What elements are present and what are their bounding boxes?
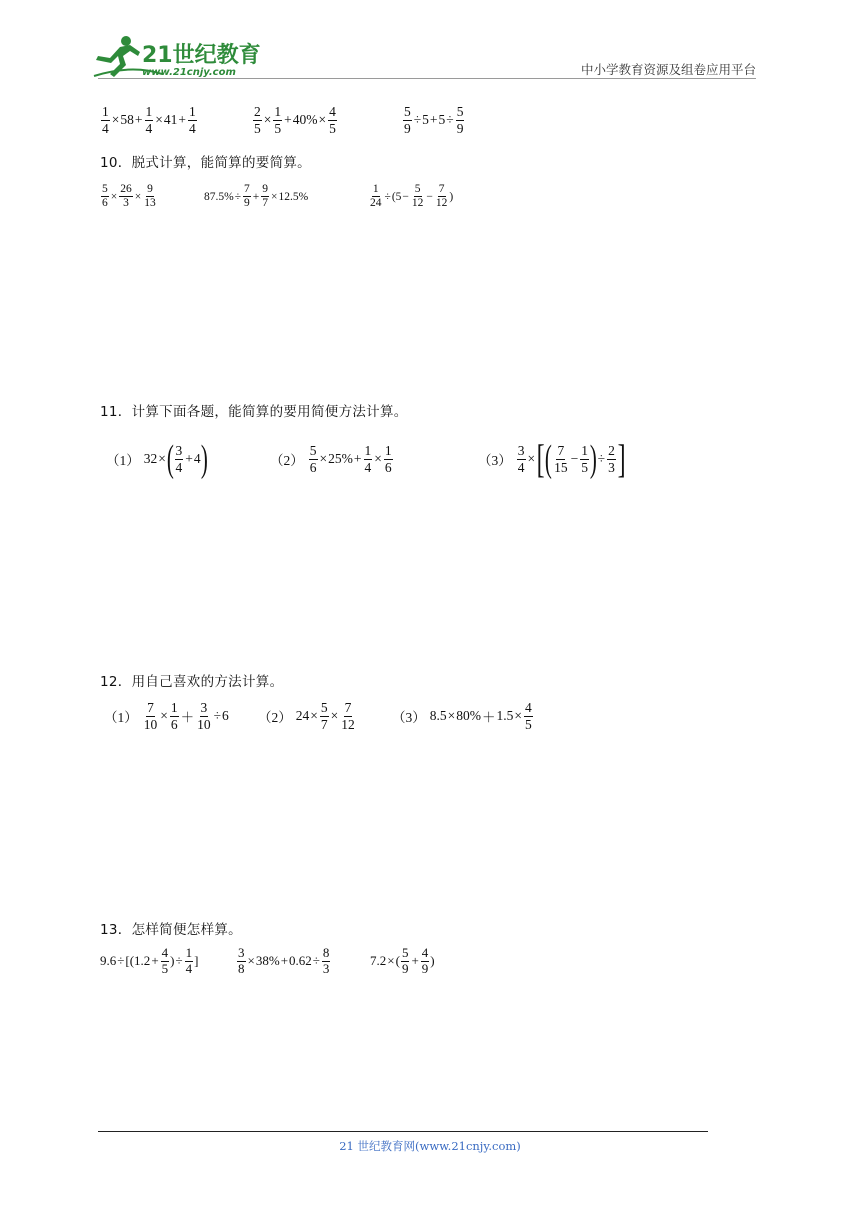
q10-expr-3: $\frac{1}{24}$ ÷ (5 − $\frac{5}{12}$ − $\frac{7}{12}$ ) [370, 183, 454, 210]
q12-expr-3: （3） 8.5 × 80% ＋ 1.5 × $\frac{4}{5}$ [392, 700, 532, 732]
q10-expr-1: $\frac{5}{6}$ × $\frac{26}{3}$ × $\frac{9}{13}$ [102, 183, 156, 210]
carry-expr-3: $\frac{5}{9}$ ÷ 5 + 5 ÷ $\frac{5}{9}$ [404, 104, 464, 136]
logo-text: 21世纪教育 [142, 43, 261, 68]
footer-link[interactable]: 21 世纪教育网(www.21cnjy.com) [339, 1139, 521, 1153]
question-11-title: 11．计算下面各题，能简算的要用简便方法计算。 [100, 404, 408, 420]
logo-runner-icon [92, 34, 262, 80]
logo-url-text: www.21cnjy.com [142, 67, 236, 78]
q10-expr-2: 87.5% ÷ $\frac{7}{9}$ + $\frac{9}{7}$ × 12.5% [204, 183, 309, 210]
carry-expr-1: $\frac{1}{4}$ × 58 + $\frac{1}{4}$ × 41 + $\frac{1}{4}$ [102, 104, 196, 136]
q12-expr-2: （2） 24 × $\frac{5}{7}$ × $\frac{7}{12}$ [258, 700, 355, 732]
question-10-title: 10．脱式计算，能简算的要简算。 [100, 155, 311, 171]
carry-expr-2: $\frac{2}{5}$ × $\frac{1}{5}$ + 40% × $\frac{4}{5}$ [254, 104, 336, 136]
q13-expr-3: 7.2 × ( $\frac{5}{9}$ + $\frac{4}{9}$ ) [370, 945, 435, 976]
q13-expr-2: $\frac{3}{8}$ × 38% + 0.62 ÷ $\frac{8}{3}$ [238, 945, 330, 976]
q13-expr-1: 9.6 ÷ [(1.2 + $\frac{4}{5}$ ) ÷ $\frac{1}{4}$ ] [100, 945, 199, 976]
site-title: 中小学教育资源及组卷应用平台 [580, 62, 756, 77]
question-12-title: 12．用自己喜欢的方法计算。 [100, 674, 284, 690]
q12-expr-1: （1） $\frac{7}{10}$ × $\frac{1}{6}$ ＋ $\frac{3}{10}$ ÷ 6 [104, 700, 229, 732]
footer-divider [98, 1131, 708, 1132]
site-logo [92, 34, 262, 80]
q11-expr-2: （2） $\frac{5}{6}$ × 25% + $\frac{1}{4}$ × $\frac{1}{6}$ [270, 442, 392, 475]
q11-expr-3: （3） $\frac{3}{4}$ × [ ( $\frac{7}{15}$ − $\frac{1}{5}$ ) ÷ $\frac{2}{3}$ ] [478, 436, 626, 481]
header-divider [98, 78, 756, 79]
question-13-title: 13．怎样简便怎样算。 [100, 922, 242, 938]
q11-expr-1: （1） 32 × ( $\frac{3}{4}$ + 4 ) [106, 438, 208, 480]
